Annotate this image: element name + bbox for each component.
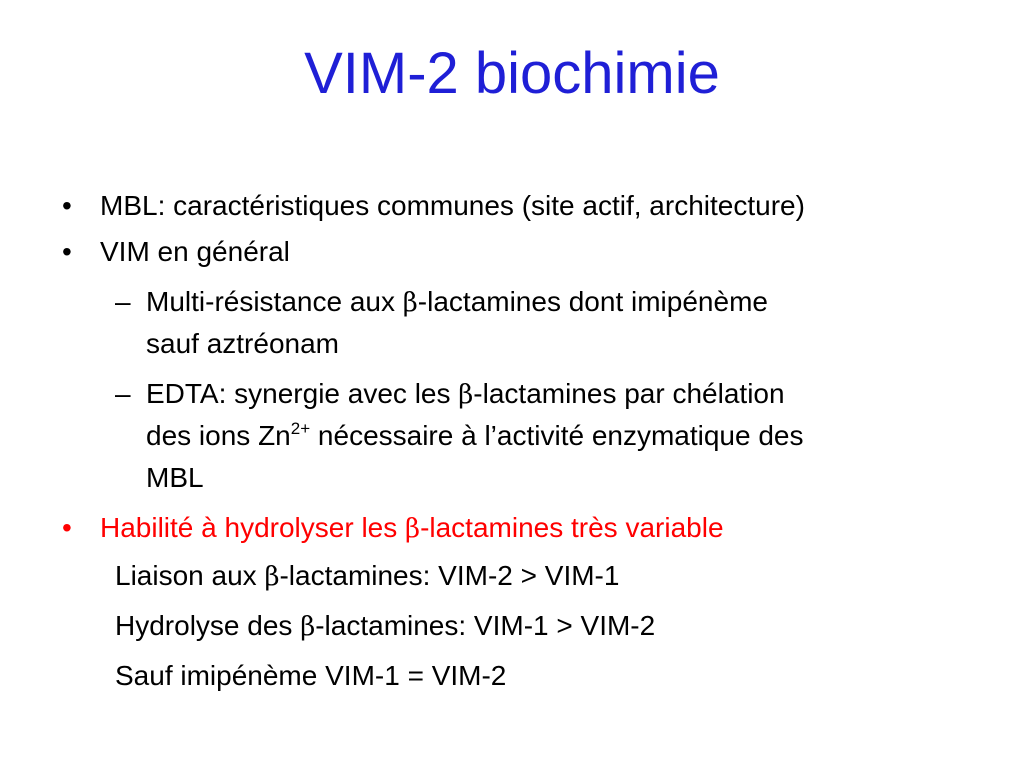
- sub-text: [146, 415, 804, 457]
- text-run: Habilité à hydrolyser les: [100, 512, 406, 543]
- text-run: nécessaire à l’activité enzymatique des: [310, 420, 804, 451]
- beta-symbol: β: [402, 288, 418, 318]
- bullet-marker: •: [62, 236, 72, 267]
- bullet-marker: •: [62, 190, 72, 221]
- text-run: -lactamines: VIM-1 > VIM-2: [315, 610, 656, 641]
- sub-text: sauf aztréonam: [146, 328, 339, 359]
- bullet-marker: •: [62, 512, 72, 543]
- paragraph-text: Sauf imipénème VIM-1 = VIM-2: [115, 660, 507, 691]
- text-run: Liaison aux: [115, 560, 265, 591]
- sub-text: [146, 281, 768, 324]
- text-run: -lactamines: VIM-2 > VIM-1: [279, 560, 620, 591]
- bullet-text: VIM en général: [100, 236, 290, 267]
- text-run: -lactamines très variable: [420, 512, 724, 543]
- text-run: des ions Zn: [146, 420, 291, 451]
- beta-symbol: β: [264, 562, 280, 592]
- dash-marker: –: [115, 378, 131, 409]
- text-run: Multi-résistance aux: [146, 286, 403, 317]
- paragraph-text: [115, 605, 655, 648]
- slide-title: VIM-2 biochimie: [304, 41, 720, 106]
- beta-symbol: β: [405, 514, 421, 544]
- text-run: -lactamines dont imipénème: [417, 286, 768, 317]
- sub-text: [146, 373, 785, 416]
- superscript: 2+: [290, 419, 311, 438]
- text-run: -lactamines par chélation: [473, 378, 785, 409]
- beta-symbol: β: [300, 612, 316, 642]
- sub-text: MBL: [146, 462, 204, 493]
- dash-marker: –: [115, 286, 131, 317]
- paragraph-text: [115, 555, 619, 598]
- bullet-text: MBL: caractéristiques communes (site actif, architecture): [100, 190, 805, 221]
- text-run: EDTA: synergie avec les: [146, 378, 459, 409]
- text-run: Hydrolyse des: [115, 610, 301, 641]
- beta-symbol: β: [458, 380, 474, 410]
- bullet-text: [100, 507, 724, 550]
